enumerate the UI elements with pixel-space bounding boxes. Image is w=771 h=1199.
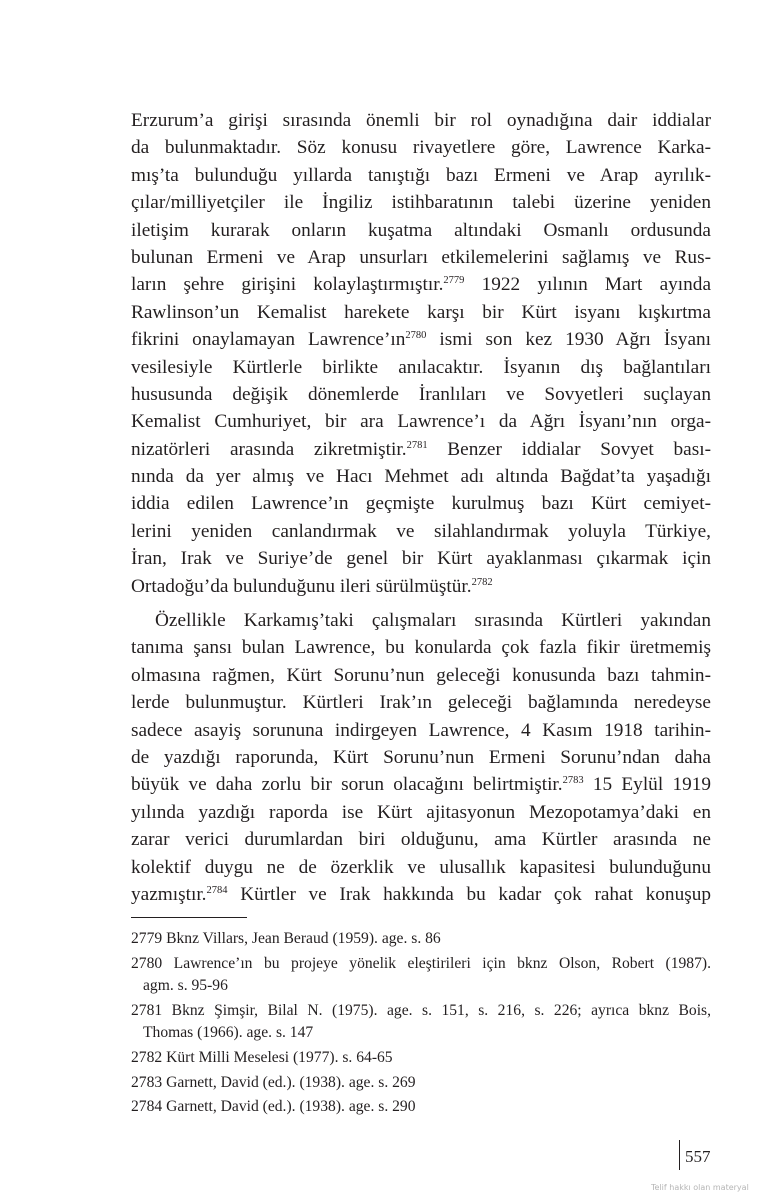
footnote-line: 2782 Kürt Milli Meselesi (1977). s. 64-65 bbox=[131, 1048, 393, 1066]
text-line: iddia edilen Lawrence’ın geçmişte kurulmuş bazı Kürt cemiyet- bbox=[131, 493, 711, 515]
footnote-ref: 2780 bbox=[405, 330, 427, 342]
text-line: tanıma şansı bulan Lawrence, bu konularda çok fazla fikir üretmemiş bbox=[131, 637, 711, 659]
text-line: mış’ta bulunduğu yıllarda tanıştığı bazı Ermeni ve Arap ayrılık- bbox=[131, 164, 711, 186]
text-line: büyük ve daha zorlu bir sorun olacağını belirtmiştir.$^{2783}$ 15 Eylül 1919 bbox=[131, 774, 712, 796]
footnote-ref: 2783 bbox=[562, 775, 584, 787]
text-line: kolektif duygu ne de özerklik ve ulusallık kapasitesi bulunduğunu bbox=[131, 856, 711, 878]
paragraph-1 bbox=[131, 107, 711, 600]
paragraph-2 bbox=[131, 607, 711, 908]
page-number: 557 bbox=[679, 1140, 711, 1170]
text-line: da bulunmaktadır. Söz konusu rivayetlere göre, Lawrence Karka- bbox=[131, 137, 711, 159]
footnote-line: 2779 Bknz Villars, Jean Beraud (1959). age. s. 86 bbox=[131, 930, 441, 947]
text-line: lerini yeniden canlandırmak ve silahlandırmak yoluyla Türkiye, bbox=[131, 520, 711, 542]
footnote-line: 2781 Bknz Şimşir, Bilal N. (1975). age. s. 151, s. 216, s. 226; ayrıca bknz Bois, bbox=[131, 1001, 711, 1019]
footnotes bbox=[131, 928, 711, 1121]
footnote-ref: 2782 bbox=[471, 576, 493, 588]
footnote-line: 2780 Lawrence’ın bu projeye yönelik eleştirileri için bknz Olson, Robert (1987). bbox=[131, 954, 711, 972]
text-line: Özellikle Karkamış’taki çalışmaları sırasında Kürtleri yakından bbox=[155, 610, 711, 632]
footnote-divider bbox=[131, 917, 247, 918]
footnote-2784 bbox=[131, 1096, 711, 1119]
footnote-2780 bbox=[131, 953, 711, 998]
footnote-ref: 2779 bbox=[443, 275, 465, 287]
text-line: yazmıştır.$^{2784}$ Kürtler ve Irak hakkında bu kadar çok rahat konuşup bbox=[131, 883, 711, 905]
text-line: ların şehre girişini kolaylaştırmıştır.$^{2779}$ 1922 yılının Mart ayında bbox=[131, 274, 712, 296]
text-line: nında da yer almış ve Hacı Mehmet adı altında Bağdat’ta yaşadığı bbox=[131, 466, 711, 488]
text-line: hususunda değişik dönemlerde İranlıları ve Sovyetleri suçlayan bbox=[131, 383, 711, 405]
footnote-line: 2783 Garnett, David (ed.). (1938). age. s. 269 bbox=[131, 1073, 416, 1091]
text-line: Rawlinson’un Kemalist harekete karşı bir Kürt isyanı kışkırtma bbox=[131, 301, 711, 323]
text-line: lerde bulunmuştur. Kürtleri Irak’ın geleceği bağlamında neredeyse bbox=[131, 692, 711, 714]
footnote-2783 bbox=[131, 1072, 711, 1095]
text-line: bulunan Ermeni ve Arap unsurları etkilemelerini sağlamış ve Rus- bbox=[131, 246, 711, 268]
footnote-2779 bbox=[131, 928, 711, 951]
text-line: zarar verici durumlardan biri olduğunu, ama Kürtler arasında ne bbox=[131, 829, 711, 851]
text-line: Ortadoğu’da bulunduğunu ileri sürülmüştür.$^{2782}$ bbox=[131, 575, 493, 597]
text-line: İran, Irak ve Suriye’de genel bir Kürt ayaklanması çıkarmak için bbox=[131, 548, 711, 570]
footnote-line: Thomas (1966). age. s. 147 bbox=[143, 1024, 314, 1042]
body-text bbox=[131, 107, 711, 908]
copyright-watermark: Telif hakkı olan materyal bbox=[651, 1183, 749, 1192]
footnote-ref: 2781 bbox=[406, 439, 428, 451]
text-line: sadece asayiş sorununa indirgeyen Lawrence, 4 Kasım 1918 tarihin- bbox=[131, 719, 711, 741]
footnote-line: 2784 Garnett, David (ed.). (1938). age. s. 290 bbox=[131, 1098, 416, 1116]
footnote-ref: 2784 bbox=[206, 884, 228, 896]
text-line: de yazdığı raporunda, Kürt Sorunu’nun Ermeni Sorunu’ndan daha bbox=[131, 746, 711, 768]
text-line: fikrini onaylamayan $Lawrence’ın^{2780}$ ismi son kez 1930 Ağrı İsyanı bbox=[131, 329, 711, 351]
text-line: iletişim kurarak onların kuşatma altındaki Osmanlı ordusunda bbox=[131, 219, 711, 241]
text-line: olmasına rağmen, Kürt Sorunu’nun geleceği konusunda bazı tahmin- bbox=[131, 664, 711, 686]
text-line: yılında yazdığı raporda ise Kürt ajitasyonun Mezopotamya’daki en bbox=[131, 801, 711, 823]
text-line: nizatörleri arasında zikretmiştir.$^{2781}$ Benzer iddialar Sovyet bası- bbox=[131, 438, 711, 460]
text-line: vesilesiyle Kürtlerle birlikte anılacaktır. İsyanın dış bağlantıları bbox=[131, 356, 711, 378]
text-line: Kemalist Cumhuriyet, bir ara Lawrence’ı da Ağrı İsyanı’nın orga- bbox=[131, 411, 711, 433]
footnote-line: agm. s. 95-96 bbox=[143, 977, 228, 995]
text-line: Erzurum’a girişi sırasında önemli bir rol oynadığına dair iddialar bbox=[131, 110, 711, 131]
footnote-2782 bbox=[131, 1047, 711, 1070]
footnote-2781 bbox=[131, 1000, 711, 1045]
text-line: çılar/milliyetçiler ile İngiliz istihbaratının talebi üzerine yeniden bbox=[131, 192, 711, 214]
